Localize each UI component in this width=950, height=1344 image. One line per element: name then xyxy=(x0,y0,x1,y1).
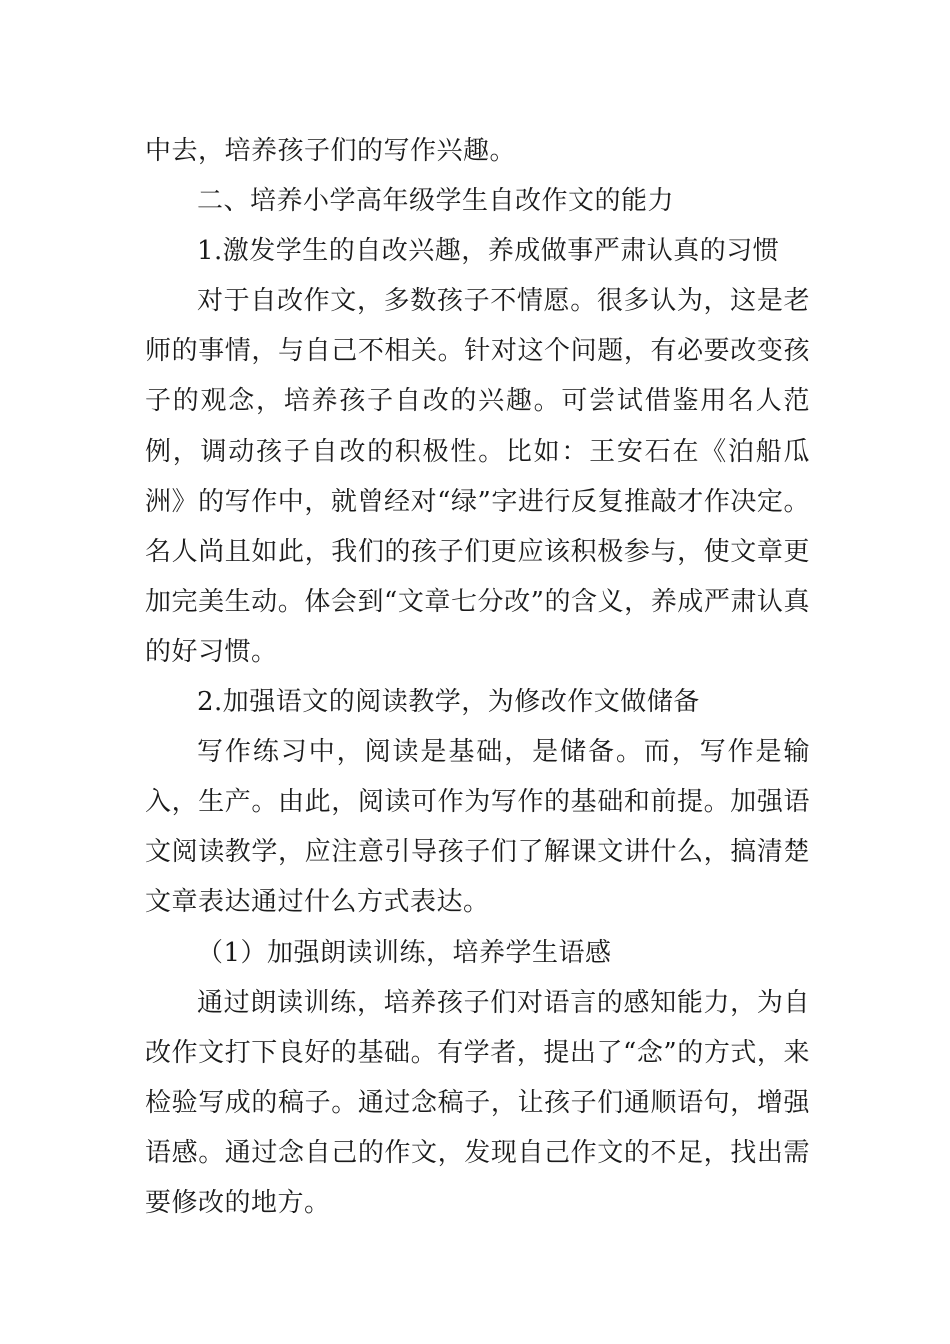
paragraph-self-revision-interest: 对于自改作文，多数孩子不情愿。很多认为，这是老师的事情，与自己不相关。针对这个问题，有必要改变孩子的观念，培养孩子自改的兴趣。可尝试借鉴用名人范例，调动孩子自改的积极性。比如：王安石在《泊船瓜洲》的写作中，就曾经对“绿”字进行反复推敲才作决定。名人尚且如此，我们的孩子们更应该积极参与，使文章更加完美生动。体会到“文章七分改”的含义，养成严肃认真的好习惯。 xyxy=(145,286,810,667)
subsection-heading-2: 2.加强语文的阅读教学，为修改作文做储备 xyxy=(197,687,700,718)
subsection-heading-1: 1.激发学生的自改兴趣，养成做事严肃认真的习惯 xyxy=(197,236,780,267)
paragraph-reading-aloud: 通过朗读训练，培养孩子们对语言的感知能力，为自改作文打下良好的基础。有学者，提出了“念”的方式，来检验写成的稿子。通过念稿子，让孩子们通顺语句，增强语感。通过念自己的作文，发现自己作文的不足，找出需要修改的地方。 xyxy=(145,987,810,1218)
subsection-heading-2-1: （1）加强朗读训练，培养学生语感 xyxy=(197,937,612,968)
paragraph-reading-teaching: 写作练习中，阅读是基础，是储备。而，写作是输入，生产。由此，阅读可作为写作的基础和前提。加强语文阅读教学，应注意引导孩子们了解课文讲什么，搞清楚文章表达通过什么方式表达。 xyxy=(145,737,810,918)
paragraph-continuation: 中去，培养孩子们的写作兴趣。 xyxy=(145,136,517,166)
document-body xyxy=(145,126,810,1228)
section-heading: 二、培养小学高年级学生自改作文的能力 xyxy=(197,186,675,217)
